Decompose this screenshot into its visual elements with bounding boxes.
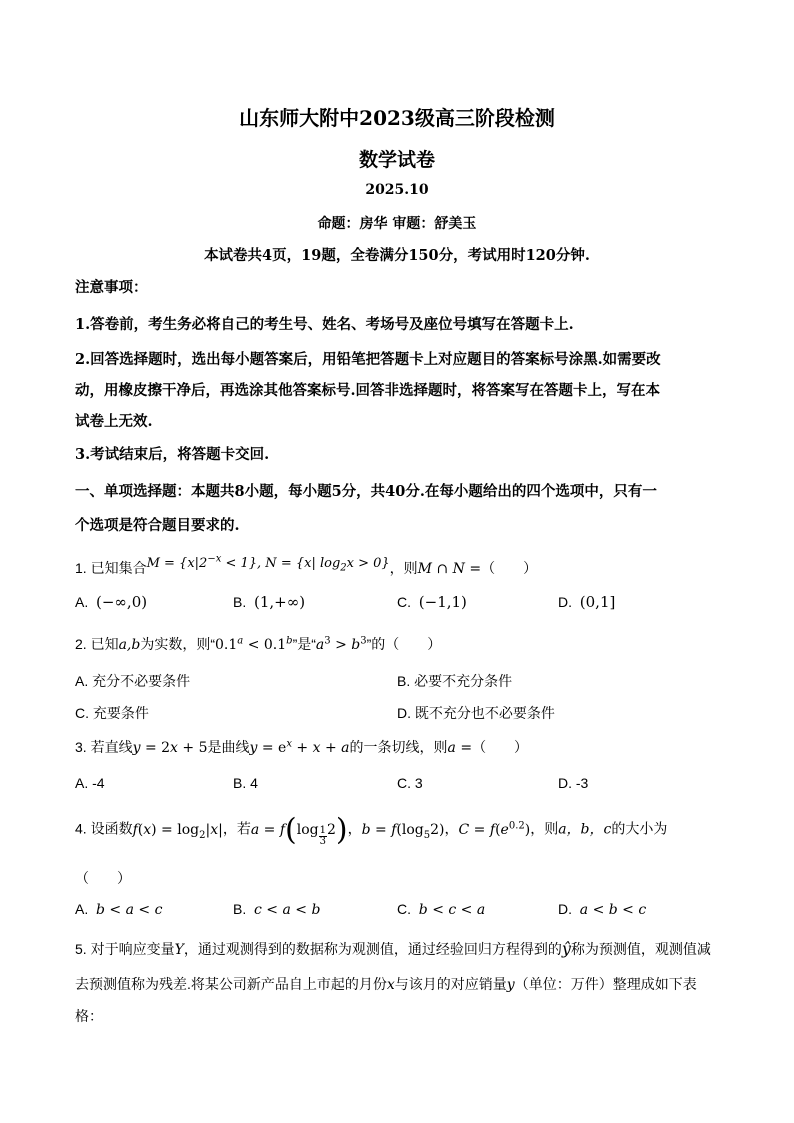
q3-line-equation: y = 2x + 5 bbox=[132, 740, 208, 756]
question-5-line3: 格： bbox=[75, 1008, 103, 1024]
q4-b-def: $b = f(\log_52)$ bbox=[361, 821, 445, 841]
q3-option-c: C. 3 bbox=[397, 775, 423, 791]
q2-option-c: C. 充要条件 bbox=[75, 705, 149, 721]
question-3: 3. 若直线y = 2x + 5是曲线$y = e^x + x + a$的一条切线，则a =（ ） bbox=[75, 738, 529, 756]
q4-c-def: $C = f(e^{0.2})$ bbox=[458, 819, 531, 838]
note-3: 3.考试结束后，将答题卡交回. bbox=[75, 446, 270, 463]
exam-subject: 数学试卷 bbox=[358, 149, 435, 171]
q3-option-b: B. 4 bbox=[233, 775, 258, 791]
exam-authors: 命题：房华 审题：舒美玉 bbox=[317, 216, 477, 232]
q2-option-b: B. 必要不充分条件 bbox=[397, 673, 513, 689]
note-2-line1: 2.回答选择题时，选出每小题答案后，用铅笔把答题卡上对应题目的答案标号涂黑.如需要改 bbox=[75, 351, 661, 368]
q4-a-def: a = f(log $\frac{1}{3}$ 2) bbox=[250, 812, 348, 847]
q4-function-def: $f(x) = \log_2|x|$ bbox=[132, 821, 223, 841]
q3-curve-equation: $y = e^x + x + a$ bbox=[249, 738, 350, 756]
q1-intersection: M ∩ N = bbox=[417, 561, 482, 577]
q2-condition-1: 0.1$^a$ < 0.1$^b$ bbox=[215, 635, 293, 653]
question-1 bbox=[75, 553, 538, 580]
q4-option-a: A. b < a < c bbox=[75, 901, 163, 918]
q1-option-c: C. (−1,1) bbox=[397, 593, 467, 611]
exam-date: 2025.10 bbox=[365, 182, 429, 198]
q3-option-d: D. -3 bbox=[558, 775, 589, 791]
q1-suffix: （ ） bbox=[481, 560, 538, 576]
exam-info: 本试卷共4页，19题，全卷满分150分，考试用时120分钟. bbox=[204, 247, 590, 264]
question-2: 2. 已知a,b为实数，则“0.1$^a$ < 0.1$^b$”是“$a^3 > b^3$”的（ ） bbox=[75, 635, 442, 653]
q1-option-a: A. (−∞,0) bbox=[75, 593, 148, 611]
exam-title: 山东师大附中2023级高三阶段检测 bbox=[239, 106, 555, 130]
question-5-line1: 5. 对于响应变量Y，通过观测得到的数据称为观测值，通过经验回归方程得到的ŷ称为预测值，观测值减 bbox=[75, 939, 711, 958]
q5-var-x: x bbox=[386, 977, 395, 993]
note-2-line3: 试卷上无效. bbox=[75, 413, 153, 430]
q1-mid: ，则 bbox=[389, 560, 418, 576]
section1-line1: 一、单项选择题：本题共8小题，每小题5分，共40分.在每小题给出的四个选项中，只有一 bbox=[75, 483, 657, 500]
notes-heading: 注意事项： bbox=[75, 279, 148, 296]
q2-option-d: D. 既不充分也不必要条件 bbox=[397, 705, 555, 721]
q4-option-d: D. a < b < c bbox=[558, 901, 647, 918]
q4-paren: （ ） bbox=[75, 870, 131, 886]
q1-prefix: 1. 已知集合 bbox=[75, 560, 147, 576]
question-5-line2: 去预测值称为残差.将某公司新产品自上市起的月份x与该月的对应销量y（单位：万件）整理成如下表 bbox=[75, 976, 697, 993]
q5-var-yhat: ŷ bbox=[561, 939, 571, 958]
q1-option-b: B. (1,+∞) bbox=[233, 593, 306, 611]
q2-condition-2: $a^3 > b^3$ bbox=[315, 635, 367, 653]
q1-set-expression: $M = \{x|2^{-x} < 1\}$, N = {x| $\log_2x > 0$} bbox=[146, 553, 390, 574]
note-2-line2: 动，用橡皮擦干净后，再选涂其他答案标号.回答非选择题时，将答案写在答题卡上，写在本 bbox=[75, 382, 661, 399]
q4-variables: a，b，c bbox=[558, 821, 612, 838]
q5-var-y: y bbox=[506, 977, 515, 993]
q4-option-b: B. c < a < b bbox=[233, 901, 321, 918]
q2-option-a: A. 充分不必要条件 bbox=[75, 673, 191, 689]
question-4: 4. 设函数$f(x) = \log_2|x|$，若a = f(log $\frac{1}{3}$ 2)，$b = f(\log_52)$，$C = f(e^{0.2})$，则a，b，c的大小为 bbox=[75, 812, 668, 847]
q1-option-d: D. (0,1] bbox=[558, 593, 616, 611]
q3-a-equals: a = bbox=[447, 740, 473, 756]
q5-var-Y: Y bbox=[174, 942, 184, 958]
q3-option-a: A. -4 bbox=[75, 775, 105, 791]
q4-option-c: C. b < c < a bbox=[397, 901, 486, 918]
note-1: 1.答卷前，考生务必将自己的考生号、姓名、考场号及座位号填写在答题卡上. bbox=[75, 316, 574, 333]
section1-line2: 个选项是符合题目要求的. bbox=[75, 517, 240, 534]
